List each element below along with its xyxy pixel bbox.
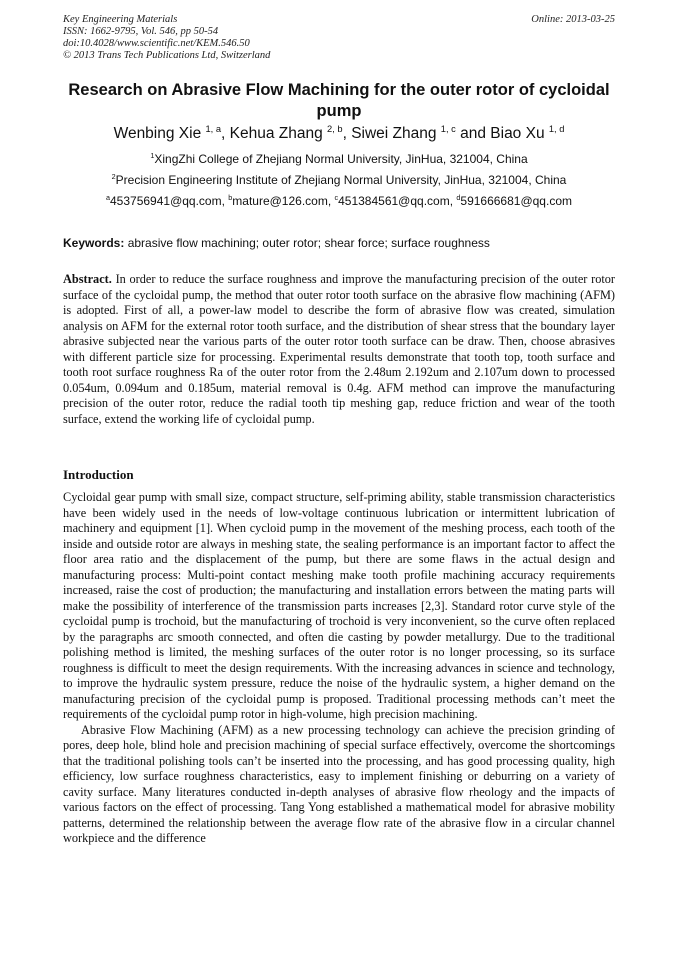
author-affiliation-mark: 1, a [205, 123, 222, 134]
introduction-body [63, 490, 615, 847]
author-name: Wenbing Xie [113, 125, 202, 142]
paper-title: Research on Abrasive Flow Machining for the outer rotor of cycloidal pump [68, 81, 610, 120]
affiliation-text: XingZhi College of Zhejiang Normal University, JinHua, 321004, China [154, 152, 528, 166]
email-separator: , [327, 194, 335, 208]
email-address[interactable]: 451384561@qq.com [338, 194, 450, 208]
email-address[interactable]: mature@126.com [232, 194, 328, 208]
abstract [63, 272, 615, 427]
email-mark: c [334, 193, 339, 202]
author-separator: and [455, 125, 491, 142]
paragraph: Cycloidal gear pump with small size, compact structure, self-priming ability, stable transmission characteristics have been widely used in the needs of low-voltage continuous lubrication or intermittent lubrication of machinery and equipment [1]. When cycloid pump in the movement of the meshing process, each tooth of the inside and outside rotor are always in meshing state, the sealing performance is an important factor to affect the floor area ratio and the displacement of the pump, but there are some flaws in the actual design and manufacturing process: Multi-point contact meshing make tooth profile machining accuracy requirements increased, raise the cost of production; the manufacturing and installation errors between the mating parts will make the possibility of interference of the transmission parts increases [2,3]. Standard rotor curve style of the cycloidal pump is trochoid, but the manufacturing of trochoid is very inconvenient, so the curve often replaced by the paragraphs arc smooth connected, and often die casting by powder metallurgy. Due to the traditional polishing method is limited, the meshing surfaces of the outer rotor is no longer processing, so its surface roughness is difficult to meet the design requirements. With the increasing advances in science and technology, to improve the hydraulic system pressure, reduce the noise of the hydraulic system, a higher demand on the manufacturing precision of the cycloidal pump is proposed. Traditional processing methods can’t meet the requirements of the cycloidal pump rotor in high-volume, high precision machining. [63, 490, 615, 721]
copyright-line: © 2013 Trans Tech Publications Ltd, Switzerland [63, 50, 271, 61]
author-name: Siwei Zhang [351, 125, 437, 142]
author-separator: , [342, 125, 352, 142]
online-date: Online: 2013-03-25 [531, 14, 615, 25]
abstract-label: Abstract. [63, 272, 112, 286]
journal-name: Key Engineering Materials [63, 14, 178, 25]
affiliation-mark: 1 [150, 151, 155, 160]
keywords-label: Keywords: [63, 236, 125, 250]
section-heading-introduction: Introduction [63, 467, 134, 482]
author-affiliation-mark: 1, d [548, 123, 565, 134]
author-separator: , [221, 125, 230, 142]
email-mark: d [456, 193, 461, 202]
abstract-text: In order to reduce the surface roughness and improve the manufacturing precision of the outer rotor surface of the cycloidal pump, the method that outer rotor tooth surface on the abrasive flow machining (AFM) is adopted. First of all, a power-law model to describe the form of abrasive flow was created, simulation analysis on AFM for the external rotor tooth surface, and the distribution of shear stress that the boundary layer abrasive subjected near the various parts of the outer rotor tooth surface can be draw. Then, choose abrasives with different particle size for processing. Experimental results demonstrate that tooth top, tooth surface and tooth root surface roughness Ra of the outer rotor from the 2.48um 2.192um and 2.107um down to processed 0.054um, 0.094um and 0.185um, material removal is 0.4g. AFM method can improve the manufacturing precision of the outer rotor, reduce the radial tooth tip meshing gap, reduce friction and wear of the tooth surface, extend the working life of cycloidal pump. [63, 272, 616, 426]
email-mark: a [106, 193, 110, 202]
keywords [63, 236, 615, 251]
email-separator: , [221, 194, 229, 208]
keywords-text: abrasive flow machining; outer rotor; shear force; surface roughness [127, 236, 490, 250]
email-address[interactable]: 591666681@qq.com [460, 194, 572, 208]
author-name: Kehua Zhang [229, 125, 323, 142]
affiliation-mark: 2 [111, 172, 116, 181]
email-list [63, 194, 615, 209]
email-address[interactable]: 453756941@qq.com [110, 194, 222, 208]
doi-line: doi:10.4028/www.scientific.net/KEM.546.50 [63, 38, 250, 49]
email-separator: , [449, 194, 457, 208]
affiliation-text: Precision Engineering Institute of Zhejiang Normal University, JinHua, 321004, China [115, 173, 567, 187]
affiliation-1 [63, 152, 615, 167]
paragraph: Abrasive Flow Machining (AFM) as a new processing technology can achieve the precision grinding of pores, deep hole, blind hole and precision machining of special surface effectively, overcome the shortcomings that the traditional polishing tools can’t be inserted into the processing, and has good processing quality, high efficiency, low surface roughness characteristics, easy to implement finishing or deburring on a variety of cavity surface. Many literatures conducted in-depth analyses of abrasive flow rheology and the impacts of various factors on the effect of processing. Tang Yong established a mathematical model for abrasive mobility patterns, determined the relationship between the average flow rate of the abrasive flow in a circular channel workpiece and the difference [63, 722, 615, 845]
author-affiliation-mark: 2, b [327, 123, 343, 134]
email-mark: b [228, 193, 233, 202]
affiliation-2 [63, 173, 615, 188]
issn-line: ISSN: 1662-9795, Vol. 546, pp 50-54 [63, 26, 219, 37]
author-name: Biao Xu [490, 125, 545, 142]
author-list [63, 124, 615, 144]
journal-header [63, 14, 615, 62]
author-affiliation-mark: 1, c [440, 123, 456, 134]
